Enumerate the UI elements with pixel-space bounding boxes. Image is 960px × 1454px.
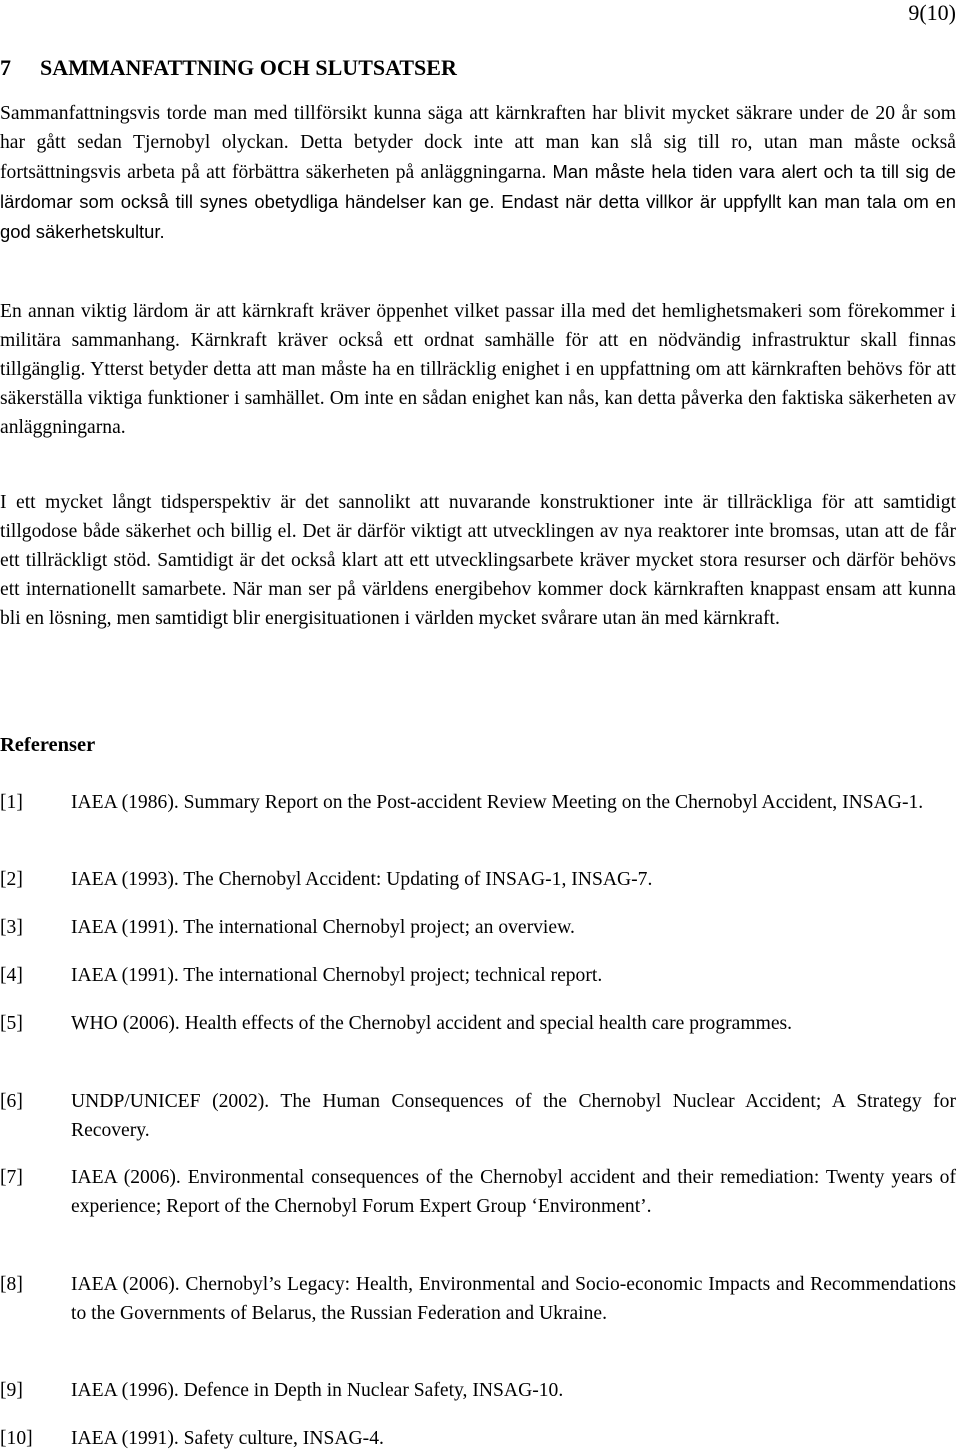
reference-number: [4] [0,965,23,986]
reference-text: IAEA (1996). Defence in Depth in Nuclear Safety, INSAG-10. [71,1380,564,1401]
reference-text: IAEA (1991). The international Chernobyl project; technical report. [71,965,603,986]
reference-item [0,1009,956,1038]
reference-item [0,961,956,990]
reference-item [0,1270,956,1328]
reference-item [0,1376,956,1405]
reference-text: IAEA (1986). Summary Report on the Post-accident Review Meeting on the Chernobyl Accident, INSAG-1. [71,792,924,813]
reference-number: [2] [0,869,23,890]
reference-item [0,865,956,894]
reference-text: IAEA (1993). The Chernobyl Accident: Updating of INSAG-1, INSAG-7. [71,869,653,890]
section-heading [0,54,457,82]
section-number: 7 [0,55,11,80]
paragraph-summary-part1: Sammanfattningsvis torde man med tillförsikt kunna säga att kärnkraften har blivit mycket säkrare under de 20 år som har gått sedan Tjernobyl olyckan. Detta betyder dock inte att man kan slå sig till ro, utan man måste också fortsättningsvis arbeta på att förbättra säkerheten på anläggningarna. [0,103,956,183]
reference-item [0,1087,956,1145]
reference-item [0,1163,956,1221]
paragraph-openness: En annan viktig lärdom är att kärnkraft kräver öppenhet vilket passar illa med det hemlighetsmakeri som förekommer i militära sammanhang. Kärnkraft kräver också ett ordnat samhälle för att en nödvändig infrastruktur skall finnas tillgänglig. Ytterst betyder detta att man måste ha en tillräcklig enighet i en uppfattning om att kärnkraften behövs för att säkerställa viktiga funktioner i samhället. Om inte en sådan enighet kan nås, kan detta påverka den faktiska säkerheten av anläggningarna. [0,301,956,438]
reference-number: [3] [0,917,23,938]
reference-text: UNDP/UNICEF (2002). The Human Consequences of the Chernobyl Nuclear Accident; A Strategy for Recovery. [71,1091,956,1141]
reference-text: IAEA (2006). Chernobyl’s Legacy: Health, Environmental and Socio-economic Impacts and Recommendations to the Governments of Belarus, the Russian Federation and Ukraine. [71,1274,956,1324]
reference-item [0,1424,956,1453]
page-number: 9(10) [908,0,956,25]
reference-text: IAEA (1991). The international Chernobyl project; an overview. [71,917,575,938]
paragraph-summary [0,99,956,247]
reference-number: [8] [0,1274,23,1295]
references-heading: Referenser [0,734,96,756]
reference-text: IAEA (1991). Safety culture, INSAG-4. [71,1428,384,1449]
reference-number: [6] [0,1091,23,1112]
reference-text: IAEA (2006). Environmental consequences of the Chernobyl accident and their remediation: Twenty years of experience; Report of the Chernobyl Forum Expert Group ‘Environment’. [71,1167,956,1217]
reference-number: [1] [0,792,23,813]
reference-item [0,788,956,817]
paragraph-long-term: I ett mycket långt tidsperspektiv är det sannolikt att nuvarande konstruktioner inte är tillräckliga för att samtidigt tillgodose både säkerhet och billig el. Det är därför viktigt att utvecklingen av nya reaktorer inte bromsas, utan att de får ett tillräckligt stöd. Samtidigt är det också klart att ett utvecklingsarbete kräver mycket stora resurser och därför behövs ett internationellt samarbete. När man ser på världens energibehov kommer dock kärnkraften knappast ensam att kunna bli en lösning, men samtidigt blir energisituationen i världen mycket svårare utan än med kärnkraft. [0,492,956,629]
section-title: SAMMANFATTNING OCH SLUTSATSER [40,55,457,80]
reference-number: [9] [0,1380,23,1401]
reference-number: [7] [0,1167,23,1188]
reference-item [0,913,956,942]
reference-number: [5] [0,1013,23,1034]
paragraph-summary-part2: Man måste hela tiden vara alert och ta till sig de lärdomar som också till synes obetydliga händelser kan ge. Endast när detta villkor är uppfyllt kan man tala om en god säkerhetskultur. [0,161,956,242]
reference-text: WHO (2006). Health effects of the Chernobyl accident and special health care programmes. [71,1013,793,1034]
reference-number: [10] [0,1428,33,1449]
